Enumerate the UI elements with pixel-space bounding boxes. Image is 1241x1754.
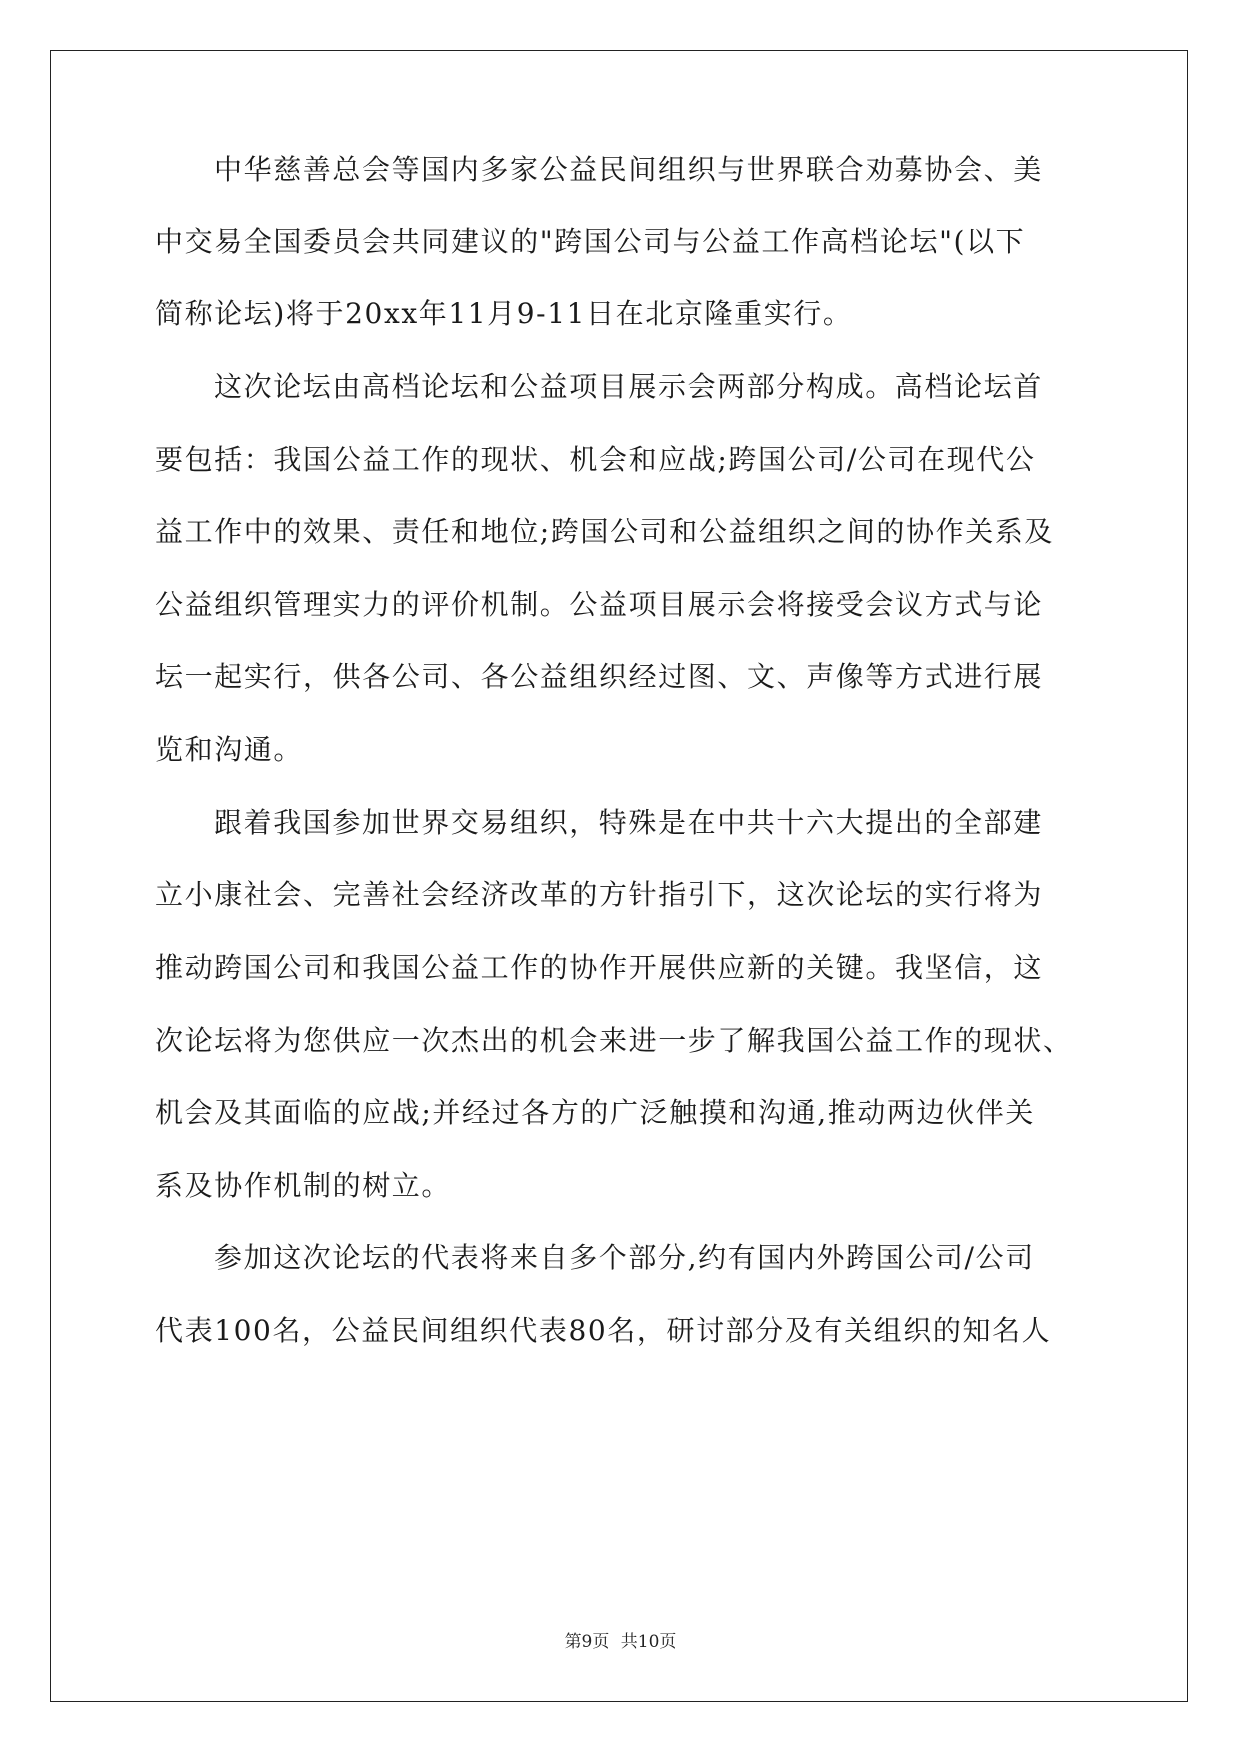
- paragraph-4-line-2: 代表100名，公益民间组织代表80名，研讨部分及有关组织的知名人: [155, 1314, 1052, 1347]
- paragraph-1-line-3: 简称论坛)将于20xx年11月9-11日在北京隆重实行。: [155, 297, 853, 330]
- paragraph-3-line-2: 立小康社会、完善社会经济改革的方针指引下，这次论坛的实行将为: [155, 878, 1044, 911]
- paragraph-1-line-2: 中交易全国委员会共同建议的"跨国公司与公益工作高档论坛"(以下: [155, 225, 1026, 258]
- paragraph-2-line-6: 览和沟通。: [155, 733, 304, 766]
- paragraph-2-line-2: 要包括：我国公益工作的现状、机会和应战;跨国公司/公司在现代公: [155, 443, 1036, 476]
- paragraph-2-line-3: 益工作中的效果、责任和地位;跨国公司和公益组织之间的协作关系及: [155, 515, 1055, 548]
- paragraph-3-line-4: 次论坛将为您供应一次杰出的机会来进一步了解我国公益工作的现状、: [155, 1024, 1073, 1057]
- page-number: 第9页: [564, 1632, 610, 1652]
- paragraph-3-line-3: 推动跨国公司和我国公益工作的协作开展供应新的关键。我坚信，这: [155, 951, 1044, 984]
- paragraph-2-line-1: 这次论坛由高档论坛和公益项目展示会两部分构成。高档论坛首: [214, 370, 1043, 403]
- page-footer: [0, 1630, 1241, 1654]
- page-total: 共10页: [620, 1632, 677, 1652]
- paragraph-3-line-5: 机会及其面临的应战;并经过各方的广泛触摸和沟通,推动两边伙伴关: [155, 1096, 1035, 1129]
- paragraph-3-line-1: 跟着我国参加世界交易组织，特殊是在中共十六大提出的全部建: [214, 806, 1043, 839]
- paragraph-4-line-1: 参加这次论坛的代表将来自多个部分,约有国内外跨国公司/公司: [214, 1241, 1035, 1274]
- paragraph-2-line-4: 公益组织管理实力的评价机制。公益项目展示会将接受会议方式与论: [155, 588, 1044, 621]
- paragraph-2-line-5: 坛一起实行，供各公司、各公益组织经过图、文、声像等方式进行展: [155, 660, 1044, 693]
- paragraph-1-line-1: 中华慈善总会等国内多家公益民间组织与世界联合劝募协会、美: [214, 153, 1043, 186]
- paragraph-3-line-6: 系及协作机制的树立。: [155, 1169, 452, 1202]
